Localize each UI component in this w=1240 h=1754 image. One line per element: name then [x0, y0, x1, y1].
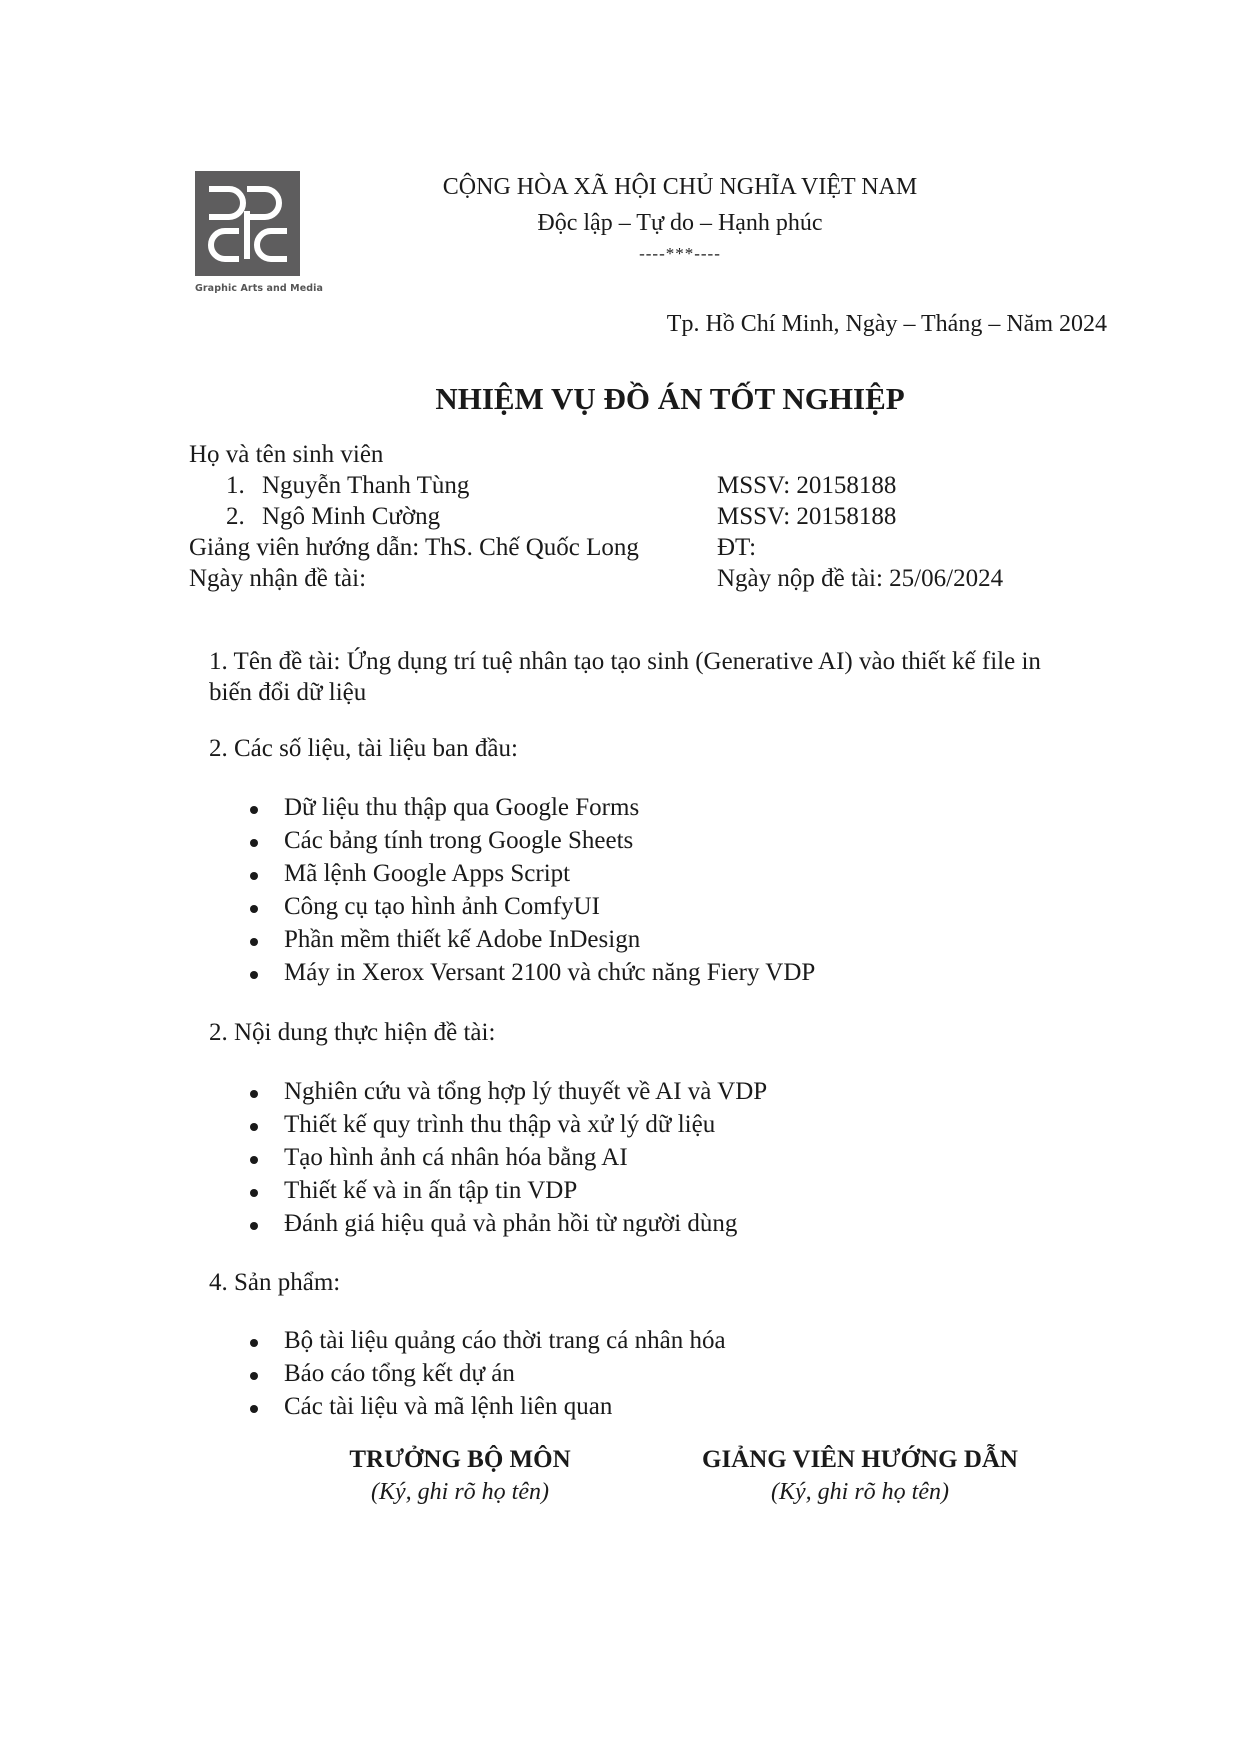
document-title: NHIỆM VỤ ĐỒ ÁN TỐT NGHIỆP — [435, 381, 905, 416]
list-item: Nghiên cứu và tổng hợp lý thuyết về AI và VDP — [250, 1075, 767, 1108]
content-list — [250, 1075, 767, 1240]
logo-caption: Graphic Arts and Media — [195, 283, 324, 294]
materials-list — [250, 791, 815, 989]
header-divider: ----***---- — [639, 244, 721, 263]
advisor: Giảng viên hướng dẫn: ThS. Chế Quốc Long — [189, 534, 639, 561]
bullet-icon — [250, 1222, 258, 1230]
bullet-icon — [250, 971, 258, 979]
list-item: Mã lệnh Google Apps Script — [250, 857, 815, 890]
list-item: Bộ tài liệu quảng cáo thời trang cá nhân hóa — [250, 1324, 726, 1357]
topic-line-2: biến đổi dữ liệu — [209, 679, 367, 706]
bullet-icon — [250, 1189, 258, 1197]
country-name: CỘNG HÒA XÃ HỘI CHỦ NGHĨA VIỆT NAM — [442, 174, 918, 200]
products-heading: 4. Sản phẩm: — [209, 1269, 341, 1296]
bullet-icon — [250, 1372, 258, 1380]
bullet-icon — [250, 1156, 258, 1164]
student-2-number: 2. — [226, 503, 245, 530]
bullet-icon — [250, 806, 258, 814]
content-heading: 2. Nội dung thực hiện đề tài: — [209, 1019, 496, 1046]
materials-heading: 2. Các số liệu, tài liệu ban đầu: — [209, 735, 518, 762]
list-item: Máy in Xerox Versant 2100 và chức năng Fiery VDP — [250, 956, 815, 989]
submit-date: Ngày nộp đề tài: 25/06/2024 — [717, 565, 1004, 592]
students-label: Họ và tên sinh viên — [189, 441, 384, 468]
list-item: Tạo hình ảnh cá nhân hóa bằng AI — [250, 1141, 767, 1174]
signature-left-note: (Ký, ghi rõ họ tên) — [371, 1479, 549, 1505]
student-2-mssv: MSSV: 20158188 — [717, 503, 897, 530]
student-2-name: Ngô Minh Cường — [262, 503, 441, 530]
list-item: Thiết kế và in ấn tập tin VDP — [250, 1174, 767, 1207]
list-item: Dữ liệu thu thập qua Google Forms — [250, 791, 815, 824]
bullet-icon — [250, 905, 258, 913]
bullet-icon — [250, 1090, 258, 1098]
bullet-icon — [250, 872, 258, 880]
list-item: Công cụ tạo hình ảnh ComfyUI — [250, 890, 815, 923]
bullet-icon — [250, 1339, 258, 1347]
bullet-icon — [250, 839, 258, 847]
logo — [195, 171, 300, 276]
received-date: Ngày nhận đề tài: — [189, 565, 367, 592]
bullet-icon — [250, 1123, 258, 1131]
national-motto: Độc lập – Tự do – Hạnh phúc — [537, 210, 823, 236]
student-1-number: 1. — [226, 472, 245, 499]
list-item: Báo cáo tổng kết dự án — [250, 1357, 726, 1390]
list-item: Thiết kế quy trình thu thập và xử lý dữ liệu — [250, 1108, 767, 1141]
graphic-arts-logo-icon — [195, 171, 300, 276]
student-1-mssv: MSSV: 20158188 — [717, 472, 897, 499]
student-1-name: Nguyễn Thanh Tùng — [262, 472, 470, 499]
date-line: Tp. Hồ Chí Minh, Ngày – Tháng – Năm 2024 — [666, 311, 1107, 337]
list-item: Các tài liệu và mã lệnh liên quan — [250, 1390, 726, 1423]
list-item: Phần mềm thiết kế Adobe InDesign — [250, 923, 815, 956]
signature-right-title: GIẢNG VIÊN HƯỚNG DẪN — [702, 1446, 1018, 1473]
advisor-phone: ĐT: — [717, 534, 757, 561]
list-item: Các bảng tính trong Google Sheets — [250, 824, 815, 857]
products-list — [250, 1324, 726, 1423]
signature-left-title: TRƯỞNG BỘ MÔN — [349, 1446, 571, 1473]
bullet-icon — [250, 938, 258, 946]
bullet-icon — [250, 1405, 258, 1413]
list-item: Đánh giá hiệu quả và phản hồi từ người dùng — [250, 1207, 767, 1240]
topic-line-1: 1. Tên đề tài: Ứng dụng trí tuệ nhân tạo tạo sinh (Generative AI) vào thiết kế file in — [209, 648, 1041, 675]
signature-right-note: (Ký, ghi rõ họ tên) — [771, 1479, 949, 1505]
